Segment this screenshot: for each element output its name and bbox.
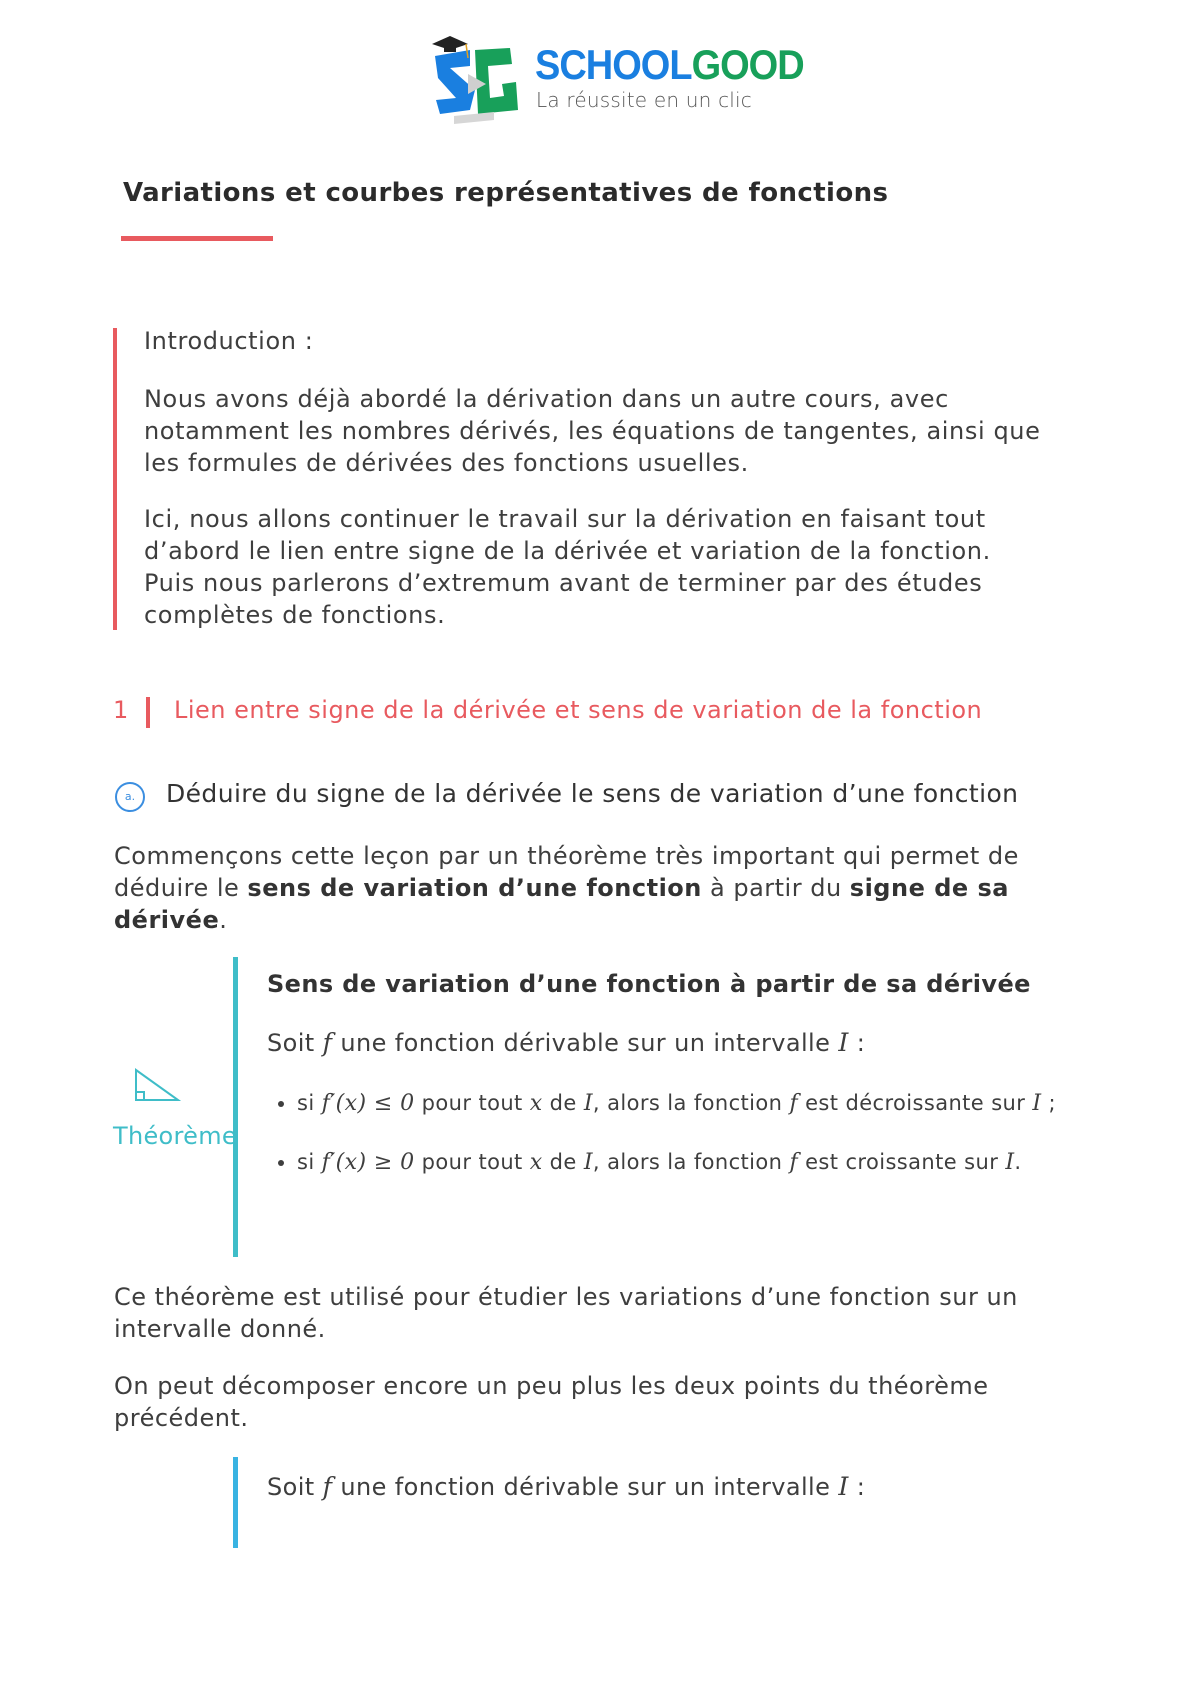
- text-run: Soit: [267, 1473, 323, 1501]
- text-run: Commençons cette leçon par un théorème très important qui permet de déduire le: [114, 842, 1019, 902]
- math-f: f: [322, 1472, 333, 1501]
- theorem-body: [267, 1027, 1097, 1205]
- section-divider: [146, 697, 150, 728]
- intro-accent-bar: [113, 328, 117, 630]
- text-run: pour tout: [414, 1150, 530, 1174]
- emphasis-text: sens de variation d’une fonction: [247, 874, 702, 902]
- sg-logo-icon: [430, 28, 520, 128]
- text-run: :: [848, 1029, 866, 1057]
- brand-name: [535, 42, 804, 89]
- text-run: de: [542, 1091, 584, 1115]
- text-run: si: [297, 1091, 322, 1115]
- text-run: de: [542, 1150, 584, 1174]
- introduction-block: [144, 325, 1044, 655]
- right-triangle-icon: [134, 1068, 182, 1104]
- math-I: I: [1005, 1150, 1015, 1175]
- body-paragraph-1: [114, 840, 1084, 936]
- theorem-list: [267, 1087, 1097, 1179]
- theorem-heading: Sens de variation d’une fonction à partir de sa dérivée: [267, 970, 1031, 998]
- text-run: est croissante sur: [798, 1150, 1006, 1174]
- emphasis-text: signe de sa dérivée: [114, 874, 1009, 934]
- property-lead: [267, 1472, 865, 1501]
- subsection-title: Déduire du signe de la dérivée le sens de variation d’une fonction: [166, 779, 1019, 808]
- math-condition: f′(x) ≤ 0: [321, 1091, 415, 1116]
- text-run: .: [219, 906, 228, 934]
- brand-name-school: SCHOOL: [535, 42, 692, 89]
- text-run: une fonction dérivable sur un intervalle: [332, 1473, 839, 1501]
- text-run: à partir du: [701, 874, 850, 902]
- body-paragraph-2: Ce théorème est utilisé pour étudier les variations d’une fonction sur un intervalle donné.: [114, 1283, 1018, 1343]
- math-I: I: [583, 1091, 593, 1116]
- theorem-item: [297, 1087, 1097, 1120]
- document-title: Variations et courbes représentatives de fonctions: [123, 178, 889, 208]
- math-f: f: [789, 1150, 799, 1175]
- text-run: pour tout: [414, 1091, 530, 1115]
- brand-name-good: GOOD: [691, 42, 804, 89]
- text-run: ;: [1041, 1091, 1057, 1115]
- property-accent-bar: [233, 1457, 238, 1548]
- text-run: une fonction dérivable sur un intervalle: [332, 1029, 839, 1057]
- math-condition: f′(x) ≥ 0: [321, 1150, 415, 1175]
- math-I: I: [1032, 1091, 1042, 1116]
- math-I: I: [583, 1150, 593, 1175]
- math-f: f: [789, 1091, 799, 1116]
- math-x: x: [529, 1150, 543, 1175]
- theorem-lead: [267, 1027, 1097, 1059]
- theorem-item: [297, 1146, 1097, 1179]
- schoolgood-logo: [430, 28, 804, 128]
- text-run: , alors la fonction: [592, 1150, 790, 1174]
- section-title: Lien entre signe de la dérivée et sens de variation de la fonction: [174, 696, 983, 724]
- brand-tagline: La réussite en un clic: [536, 88, 752, 112]
- title-underline: [121, 236, 273, 241]
- text-run: , alors la fonction: [592, 1091, 790, 1115]
- section-number: 1: [113, 696, 129, 724]
- math-I: I: [838, 1028, 849, 1057]
- math-f: f: [322, 1028, 333, 1057]
- body-paragraph-3: On peut décomposer encore un peu plus les deux points du théorème précédent.: [114, 1372, 989, 1432]
- text-run: Soit: [267, 1029, 323, 1057]
- intro-paragraph: Ici, nous allons continuer le travail sur la dérivation en faisant tout d’abord le lien entre signe de la dérivée et variation de la fonction. Puis nous parlerons d’extremum avant de terminer par des études complètes de fonctions.: [144, 505, 991, 629]
- theorem-accent-bar: [233, 957, 238, 1257]
- math-I: I: [838, 1472, 849, 1501]
- subsection-marker: a.: [115, 782, 145, 812]
- text-run: est décroissante sur: [798, 1091, 1033, 1115]
- introduction-label: Introduction :: [144, 327, 314, 355]
- text-run: .: [1014, 1150, 1022, 1174]
- text-run: si: [297, 1150, 322, 1174]
- theorem-label: Théorème: [113, 1122, 237, 1150]
- math-x: x: [529, 1091, 543, 1116]
- text-run: :: [848, 1473, 866, 1501]
- intro-paragraph: Nous avons déjà abordé la dérivation dans un autre cours, avec notamment les nombres dérivés, les équations de tangentes, ainsi que les formules de dérivées des fonctions usuelles.: [144, 385, 1041, 477]
